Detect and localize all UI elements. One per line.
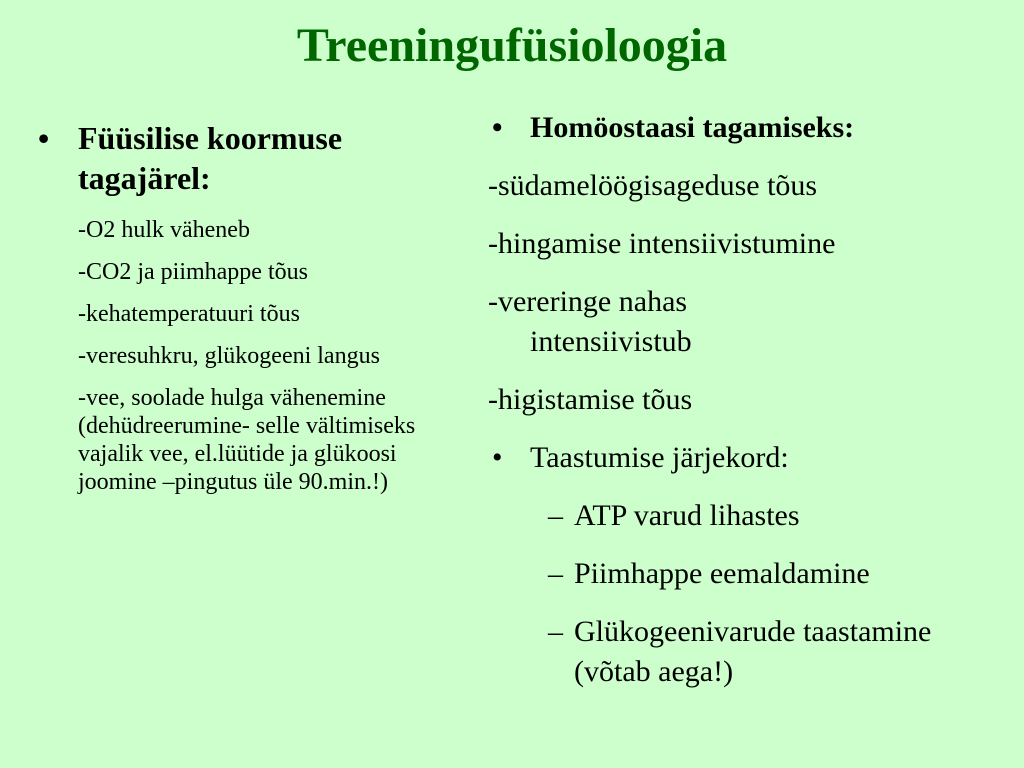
right-line-2: -hingamise intensiivistumine — [488, 227, 836, 260]
right-line-3-text: -vereringe nahas — [488, 285, 688, 318]
right-second-heading-text: Taastumise järjekord: — [530, 441, 789, 474]
dash-icon: – — [548, 615, 563, 648]
left-item-4: -veresuhkru, glükogeeni langus — [78, 343, 380, 369]
slide-title: Treeningufüsioloogia — [296, 19, 728, 72]
right-second-heading — [488, 438, 1008, 478]
sub-item-3-text: Glükogeenivarude taastamine (võtab aega!) — [574, 615, 932, 688]
left-item-3: -kehatemperatuuri tõus — [78, 301, 300, 327]
right-heading-text: Homöostaasi tagamiseks: — [530, 111, 855, 144]
bullet-icon: • — [38, 120, 50, 156]
left-item-2: -CO2 ja piimhappe tõus — [78, 259, 308, 285]
left-heading — [30, 118, 430, 198]
bullet-icon: • — [492, 441, 503, 474]
left-item-5: -vee, soolade hulga vähenemine (dehüdreerumine- selle vältimiseks vajalik vee, el.lüütide ja glükoosi joomine –pingutus üle 90.min.!) — [78, 385, 416, 495]
right-line-1: -südamelöögisageduse tõus — [488, 169, 818, 202]
right-heading — [488, 108, 1008, 148]
right-column — [488, 108, 1008, 692]
left-column — [30, 118, 430, 496]
right-line-3 — [488, 282, 1008, 362]
sub-item-3 — [488, 612, 1008, 692]
left-item-1: -O2 hulk väheneb — [78, 217, 250, 243]
dash-icon: – — [548, 499, 563, 532]
sub-item-2-text: Piimhappe eemaldamine — [574, 557, 870, 590]
dash-icon: – — [548, 557, 563, 590]
bullet-icon: • — [492, 111, 503, 144]
right-line-4: -higistamise tõus — [488, 383, 693, 416]
left-heading-text: Füüsilise koormuse tagajärel: — [78, 120, 343, 196]
sub-item-1 — [488, 496, 1008, 536]
right-line-3-cont: intensiivistub — [530, 325, 692, 358]
sub-item-2 — [488, 554, 1008, 594]
sub-item-1-text: ATP varud lihastes — [574, 499, 800, 532]
